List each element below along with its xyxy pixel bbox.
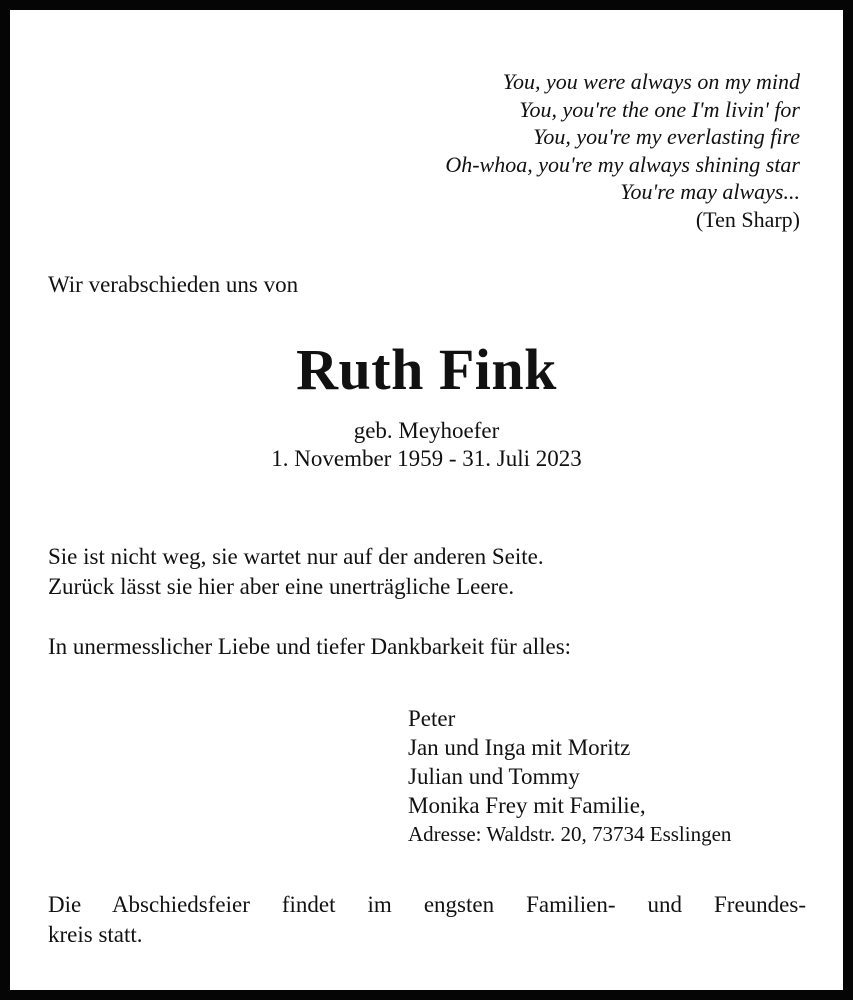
deceased-name: Ruth Fink [296,337,557,402]
family-member: Monika Frey mit Familie, [408,793,646,818]
gratitude-line: In unermesslicher Liebe und tiefer Dankbarkeit für alles: [48,634,572,659]
maiden-name: geb. Meyhoefer [353,418,500,443]
lyric-line: You're may always... [620,179,800,204]
funeral-info-line: Die Abschiedsfeier findet im engsten Familien- und Freundes- [48,892,806,917]
family-member: Peter [408,706,456,731]
life-dates: 1. November 1959 - 31. Juli 2023 [271,446,582,471]
intro-text: Wir verabschieden uns von [48,272,299,297]
lyric-attribution: (Ten Sharp) [695,206,800,232]
family-member: Julian und Tommy [408,764,580,789]
lyric-line: You, you're my everlasting fire [533,124,800,149]
song-lyrics-quote [445,68,800,233]
family-address: Adresse: Waldstr. 20, 73734 Esslingen [408,822,732,846]
lyric-line: You, you were always on my mind [502,69,800,94]
paragraph-line: Zurück lässt sie hier aber eine unerträgliche Leere. [48,574,515,599]
family-signatures [408,704,731,849]
funeral-info [48,890,806,950]
family-member: Jan und Inga mit Moritz [408,735,631,760]
paragraph-line: Sie ist nicht weg, sie wartet nur auf der anderen Seite. [48,544,544,569]
memorial-paragraph [48,542,544,602]
lyric-line: Oh-whoa, you're my always shining star [445,151,800,177]
funeral-info-line: kreis statt. [48,922,143,947]
lyric-line: You, you're the one I'm livin' for [519,96,800,122]
